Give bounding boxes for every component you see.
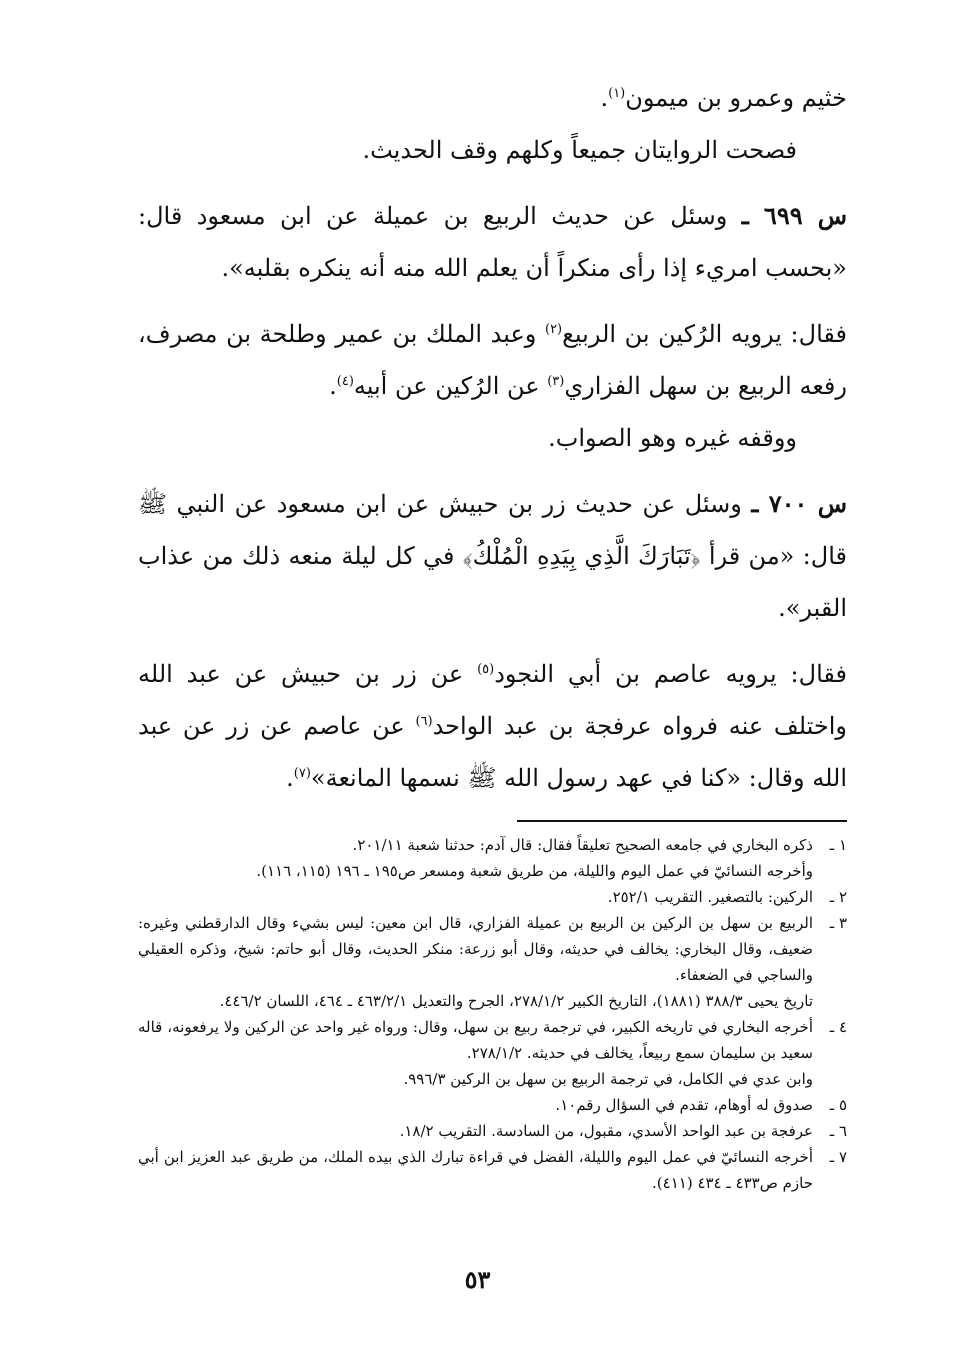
footnote-3: ٣ ـ الربيع بن سهل بن الركين بن الربيع بن عميلة الفزاري، قال ابن معين: ليس بشيء وقال الدارقطني وغيره: ضعيف، وقال البخاري: يخالف في حديثه، وقال أبو زرعة: منكر الحديث، وقال أبو حاتم: شيخ، وذكره العقيلي والساجي في الضعفاء.: [138, 914, 847, 984]
question-text: وسئل عن حديث زر بن حبيش عن ابن مسعود عن النبي ﷺ قال: «من قرأ ﴿تَبَارَكَ الَّذِي بِيَدِهِ الْمُلْكُ﴾ في كل ليلة منعه ذلك من عذاب القبر».: [138, 490, 847, 622]
answer-699: فقال: يرويه الرُكين بن الربيع$^{(٢)}$ وعبد الملك بن عمير وطلحة بن مصرف، رفعه الربيع بن سهل الفزاري$^{(٣)}$ عن الرُكين عن أبيه$^{(٤)}$.: [138, 320, 847, 400]
footnote-7: ٧ ـ أخرجه النسائيّ في عمل اليوم والليلة، الفضل في قراءة تبارك الذي بيده الملك، من طريق عبد العزيز ابن أبي حازم ص٤٣٣ ـ ٤٣٤ (٤١١).: [138, 1148, 847, 1192]
question-699: [138, 190, 847, 294]
question-text: وسئل عن حديث الربيع بن عميلة عن ابن مسعود قال: «بحسب امريء إذا رأى منكراً أن يعلم الله منه أنه ينكره بقلبه».: [138, 202, 847, 282]
footnote-1: ١ ـ ذكره البخاري في جامعه الصحيح تعليقاً فقال: قال آدم: حدثنا شعبة ٢٠١/١١.: [352, 836, 847, 854]
question-label: س ٧٠٠ ـ: [751, 489, 847, 518]
paragraph-waqf: ووقفه غيره وهو الصواب.: [548, 424, 797, 452]
answer-700: فقال: يرويه عاصم بن أبي النجود$^{(٥)}$ عن زر بن حبيش عن عبد الله واختلف عنه فرواه عرفجة بن عبد الواحد$^{(٦)}$ عن عاصم عن زر عن عبد الله وقال: «كنا في عهد رسول الله ﷺ نسمها المانعة»$^{(٧)}$.: [138, 660, 847, 792]
footnote-ref-5: (٥): [477, 662, 495, 677]
footnote-ref-2: (٢): [544, 322, 563, 337]
footnote-1-line-2: وأخرجه النسائيّ في عمل اليوم والليلة، من طريق شعبة ومسعر ص١٩٥ ـ ١٩٦ (١١٥، ١١٦).: [256, 862, 813, 880]
main-text: [138, 72, 847, 804]
footnote-ref-4: (٤): [336, 374, 354, 389]
footnote-ref-1: (١): [608, 86, 626, 101]
paragraph-1: خثيم وعمرو بن ميمون$^{(١)}$.: [600, 84, 847, 112]
question-label: س ٦٩٩ ـ: [741, 201, 847, 230]
paragraph-2: فصحت الروايتان جميعاً وكلهم وقف الحديث.: [362, 136, 797, 164]
footnote-4-line-2: وابن عدي في الكامل، في ترجمة الربيع بن سهل بن الركين ٩٩٦/٣.: [403, 1070, 813, 1088]
footnote-ref-3: (٣): [547, 374, 565, 389]
page-number: ٥٣: [464, 1265, 491, 1294]
footnote-ref-7: (٧): [293, 766, 311, 781]
footnote-2: ٢ ـ الركين: بالتصغير. التقريب ٢٥٢/١.: [607, 888, 847, 906]
footnote-4: ٤ ـ أخرجه البخاري في تاريخه الكبير، في ترجمة ربيع بن سهل، وقال: ورواه غير واحد عن الركين ولا يرفعونه، قاله سعيد بن سليمان سمع ربيعاً، يخالف في حديثه. ٢٧٨/١/٢.: [138, 1018, 847, 1062]
footnotes: [138, 832, 847, 1196]
footnote-separator: [517, 820, 847, 822]
question-700: [138, 478, 847, 634]
footnote-ref-6: (٦): [415, 714, 433, 729]
footnote-5: ٥ ـ صدوق له أوهام، تقدم في السؤال رقم١٠.: [555, 1096, 847, 1114]
footnote-3-line-2: تاريخ يحيى ٣٨٨/٣ (١٨٨١)، التاريخ الكبير ٢٧٨/١/٢، الجرح والتعديل ٤٦٣/٢/١ ـ ٤٦٤، اللسان ٤٤٦/٢.: [219, 992, 813, 1010]
footnote-6: ٦ ـ عرفجة بن عبد الواحد الأسدي، مقبول، من السادسة. التقريب ١٨/٢.: [399, 1122, 847, 1140]
